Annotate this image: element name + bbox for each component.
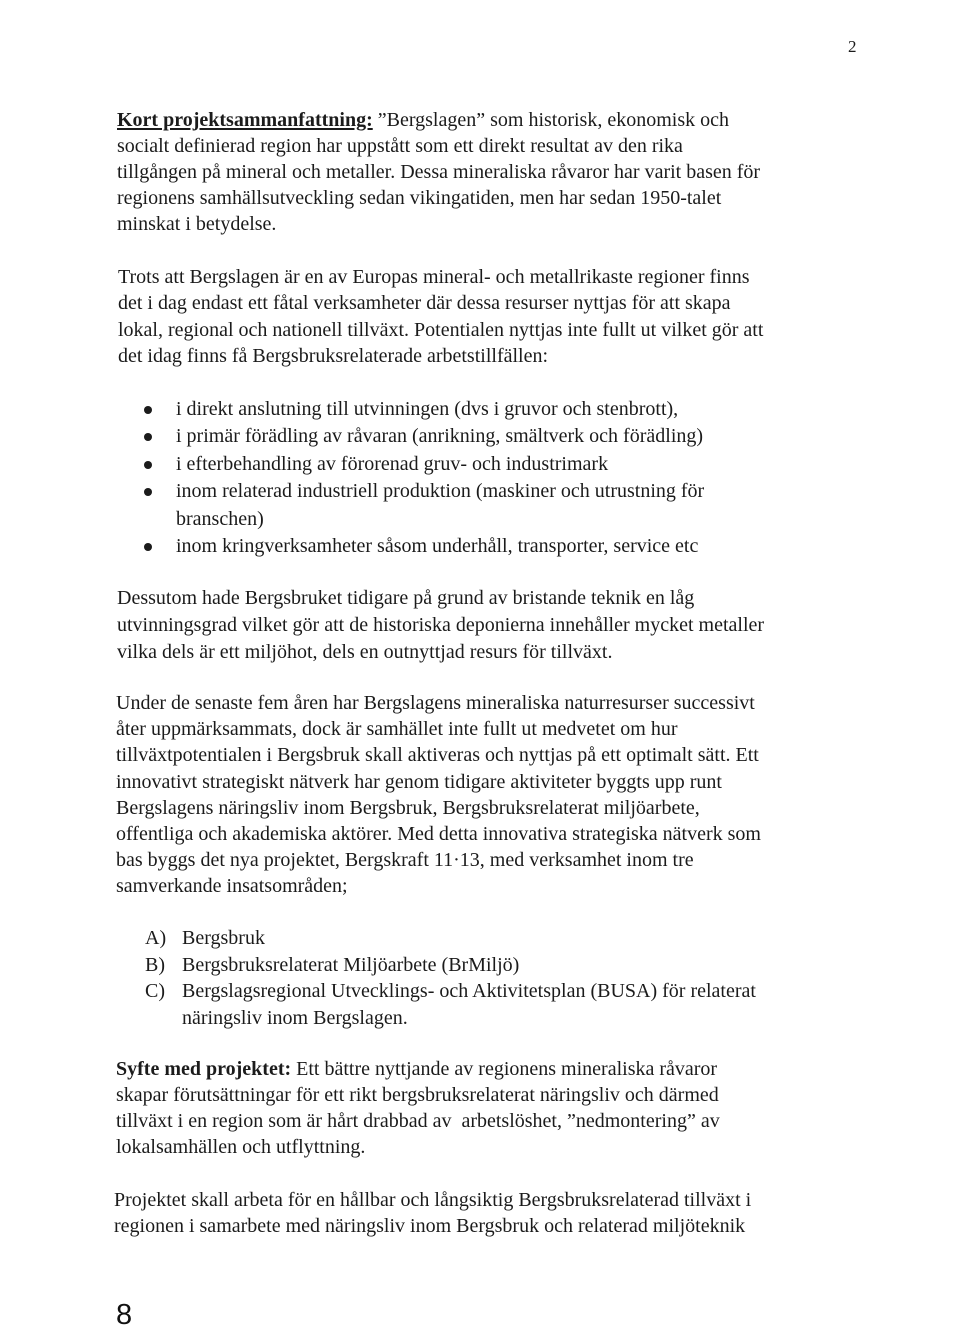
summary-line: minskat i betydelse. <box>117 213 277 235</box>
focus-area-text: näringsliv inom Bergslagen. <box>182 1007 408 1030</box>
bullet-list-item <box>118 423 704 450</box>
paragraph-line: vilka dels är ett miljöhot, dels en outnyttjad resurs för tillväxt. <box>117 641 613 663</box>
paragraph-line: innovativt strategiskt nätverk har genom tidigare aktiviteter byggts upp runt <box>116 770 722 793</box>
bullet-text: inom kringverksamheter såsom underhåll, transporter, service etc <box>176 534 699 557</box>
paragraph-line: utvinningsgrad vilket gör att de historiska deponierna innehåller mycket metaller <box>117 614 765 636</box>
paragraph-line: samverkande insatsområden; <box>116 875 348 898</box>
purpose-paragraph <box>116 1056 720 1160</box>
bullet-list-item <box>118 451 704 478</box>
focus-area-text: Bergslagsregional Utvecklings- och Aktivitetsplan (BUSA) för relaterat <box>182 980 756 1003</box>
paragraph-line: Under de senaste fem åren har Bergslagens mineraliska naturresurser successivt <box>116 692 755 714</box>
focus-area-item <box>118 952 756 979</box>
paragraph-sustainable-growth <box>114 1187 751 1239</box>
paragraph-history <box>117 585 764 666</box>
paragraph-line: det i dag endast ett fåtal verksamheter där dessa resurser nyttjas för att skapa <box>118 292 731 315</box>
bullet-icon <box>144 461 152 469</box>
purpose-line: tillväxt i en region som är hårt drabbad av arbetslöshet, ”nedmontering” av <box>116 1110 720 1132</box>
paragraph-line: åter uppmärksammats, dock är samhället inte fullt ut medvetet om hur <box>116 718 678 741</box>
focus-area-text: Bergsbruksrelaterat Miljöarbete (BrMiljö) <box>182 953 520 976</box>
bullet-icon <box>144 433 152 441</box>
focus-area-label: B) <box>145 953 165 976</box>
purpose-line: lokalsamhällen och utflyttning. <box>116 1136 366 1158</box>
paragraph-line: tillväxtpotentialen i Bergsbruk skall aktiveras och nyttjas på ett optimalt sätt. Ett <box>116 744 759 767</box>
purpose-first-line-text: Ett bättre nyttjande av regionens mineraliska råvaror <box>291 1058 718 1080</box>
bullet-list-item <box>118 533 704 560</box>
focus-areas-list <box>118 925 756 1032</box>
page-number-top: 2 <box>848 37 857 56</box>
paragraph-line: Dessutom hade Bergsbruket tidigare på grund av bristande teknik en låg <box>117 587 695 609</box>
bullet-list-item <box>118 478 704 533</box>
bullet-icon <box>144 543 152 551</box>
bullet-text: inom relaterad industriell produktion (maskiner och utrustning för <box>176 480 705 503</box>
paragraph-line: Trots att Bergslagen är en av Europas mineral- och metallrikaste regioner finns <box>118 266 750 288</box>
purpose-line: skapar förutsättningar för ett rikt bergsbruksrelaterat näringsliv och därmed <box>116 1084 719 1106</box>
bullet-text: branschen) <box>176 507 264 530</box>
page-number-bottom: 8 <box>116 1299 133 1331</box>
bullet-text: i primär förädling av råvaran (anrikning, smältverk och förädling) <box>176 425 704 448</box>
summary-line: regionens samhällsutveckling sedan vikingatiden, men har sedan 1950-talet <box>117 187 722 209</box>
summary-line: tillgången på mineral och metaller. Dessa mineraliska råvaror har varit basen för <box>117 161 761 183</box>
bullet-text: i direkt anslutning till utvinningen (dvs i gruvor och stenbrott), <box>176 398 679 420</box>
bullet-icon <box>144 488 152 496</box>
paragraph-line: regionen i samarbete med näringsliv inom Bergsbruk och relaterad miljöteknik <box>114 1215 746 1237</box>
summary-heading: Kort projektsammanfattning: <box>117 109 373 131</box>
bullet-icon <box>144 406 152 414</box>
paragraph-line: offentliga och akademiska aktörer. Med detta innovativa strategiska nätverk som <box>116 822 761 845</box>
paragraph-network <box>116 690 761 900</box>
summary-first-line-text: ”Bergslagen” som historisk, ekonomisk och <box>372 109 729 131</box>
paragraph-line: Projektet skall arbeta för en hållbar och långsiktig Bergsbruksrelaterad tillväxt i <box>114 1189 752 1211</box>
summary-paragraph <box>117 107 760 237</box>
focus-area-label: A) <box>145 927 167 949</box>
paragraph-line: det idag finns få Bergsbruksrelaterade arbetstillfällen: <box>118 344 549 367</box>
bullet-text: i efterbehandling av förorenad gruv- och industrimark <box>176 452 609 475</box>
focus-area-label: C) <box>145 980 165 1003</box>
summary-line: socialt definierad region har uppstått som ett direkt resultat av den rika <box>117 135 683 157</box>
paragraph-line: bas byggs det nya projektet, Bergskraft 11·13, med verksamhet inom tre <box>116 849 694 872</box>
focus-area-item <box>118 925 756 952</box>
purpose-line <box>116 1056 720 1082</box>
summary-line <box>117 107 760 133</box>
paragraph-line: lokal, regional och nationell tillväxt. Potentialen nyttjas inte fullt ut vilket gör att <box>118 318 764 341</box>
paragraph-line: Bergslagens näringsliv inom Bergsbruk, Bergsbruksrelaterat miljöarbete, <box>116 796 700 819</box>
purpose-heading: Syfte med projektet: <box>116 1058 292 1080</box>
employment-bullet-list <box>118 396 704 560</box>
bullet-list-item <box>118 396 704 423</box>
focus-area-item <box>118 978 756 1031</box>
paragraph-resources <box>118 264 763 369</box>
focus-area-text: Bergsbruk <box>182 927 265 949</box>
